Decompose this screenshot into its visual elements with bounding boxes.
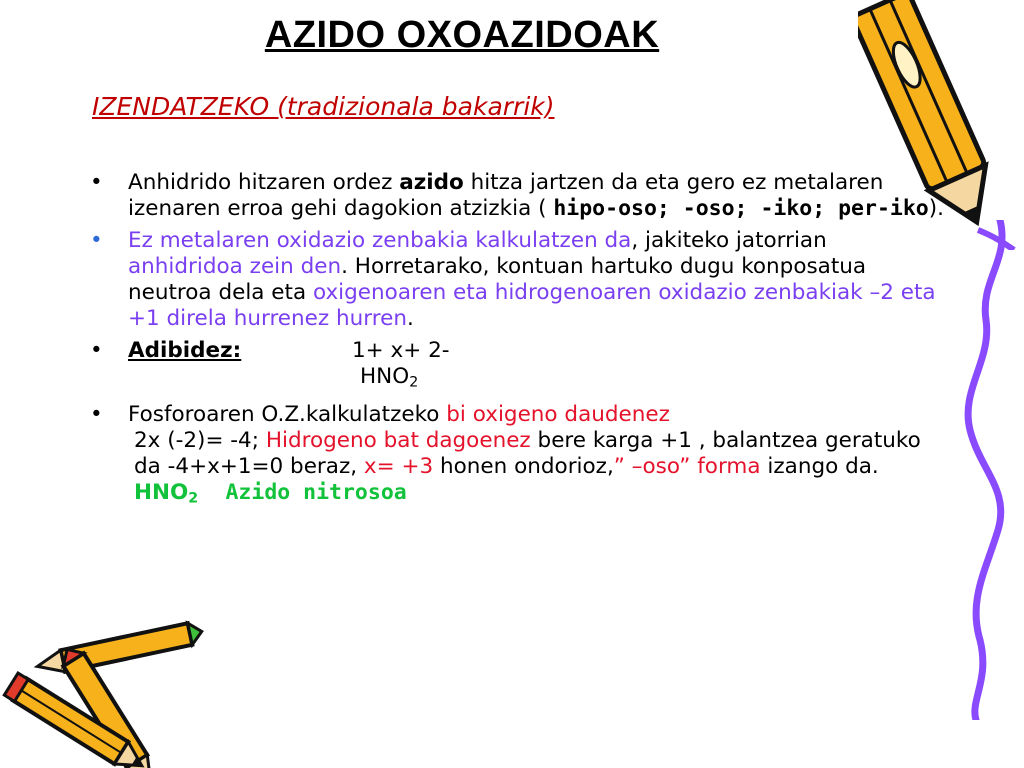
text: hitza jartzen da eta gero ez metalaren izenaren erroa gehi dagokion atzizkia ( bbox=[128, 170, 884, 221]
bullet-calculation bbox=[88, 402, 948, 512]
result-name: Azido nitrosoa bbox=[225, 479, 407, 505]
bullet-example bbox=[88, 338, 948, 396]
highlight-text: ” –oso” forma bbox=[613, 453, 761, 479]
result-formula bbox=[134, 480, 198, 505]
highlight-text: Hidrogeno bat dagoenez bbox=[265, 427, 531, 453]
bullet-marker: • bbox=[90, 338, 103, 363]
suffix-list: hipo-oso; -oso; -iko; per-iko bbox=[553, 196, 929, 221]
keyword-azido: azido bbox=[399, 170, 464, 195]
example-formula bbox=[128, 364, 948, 396]
text: . Horretarako, kontuan hartuko dugu konposatua neutroa dela eta bbox=[128, 254, 867, 305]
text: Fosforoaren O.Z.kalkulatzeko bbox=[128, 401, 447, 427]
highlight-text: x= +3 bbox=[363, 453, 434, 479]
bullet-oxidation-number bbox=[88, 228, 948, 332]
formula-subscript: 2 bbox=[188, 490, 199, 507]
pencil-icon bbox=[858, 0, 1024, 250]
text: , jakiteko jatorrian bbox=[631, 228, 827, 253]
highlight-text: anhidridoa zein den bbox=[128, 254, 342, 279]
pencil-icon bbox=[0, 612, 210, 768]
example-label: Adibidez: bbox=[128, 338, 242, 363]
highlight-text: oxigenoaren eta hidrogenoaren oxidazio zenbakiak –2 eta +1 direla hurrenez hurren bbox=[128, 280, 936, 331]
text: 2x (-2)= -4; bbox=[134, 427, 266, 453]
highlight-text: Ez metalaren oxidazio zenbakia kalkulatzen da bbox=[128, 228, 632, 253]
bullet-naming-rule bbox=[88, 170, 948, 222]
bullet-marker: • bbox=[90, 170, 103, 195]
slide-subtitle: IZENDATZEKO (tradizionala bakarrik) bbox=[92, 92, 555, 121]
highlight-text: bi oxigeno daudenez bbox=[446, 401, 670, 427]
calc-line-1 bbox=[128, 402, 948, 428]
bullet-marker: • bbox=[90, 401, 103, 427]
formula-subscript: 2 bbox=[409, 374, 419, 391]
bullet-list bbox=[88, 170, 948, 517]
squiggle-line-decoration bbox=[940, 220, 1024, 720]
formula-base: HNO bbox=[360, 364, 410, 389]
charge-row: 1+ x+ 2- bbox=[352, 338, 450, 363]
text: ). bbox=[928, 196, 944, 221]
formula-base: HNO bbox=[134, 479, 189, 505]
bullet-marker: • bbox=[90, 228, 103, 253]
text: Anhidrido hitzaren ordez bbox=[128, 170, 400, 195]
calc-line-2 bbox=[128, 428, 948, 512]
text: bere karga +1 , balantzea geratuko da -4+x+1=0 beraz, bbox=[134, 427, 921, 479]
slide-title: AZIDO OXOAZIDOAK bbox=[264, 14, 660, 56]
example-row bbox=[128, 338, 948, 364]
text: izango da. bbox=[760, 453, 879, 479]
text: honen ondorioz, bbox=[433, 453, 614, 479]
text: . bbox=[406, 306, 414, 331]
